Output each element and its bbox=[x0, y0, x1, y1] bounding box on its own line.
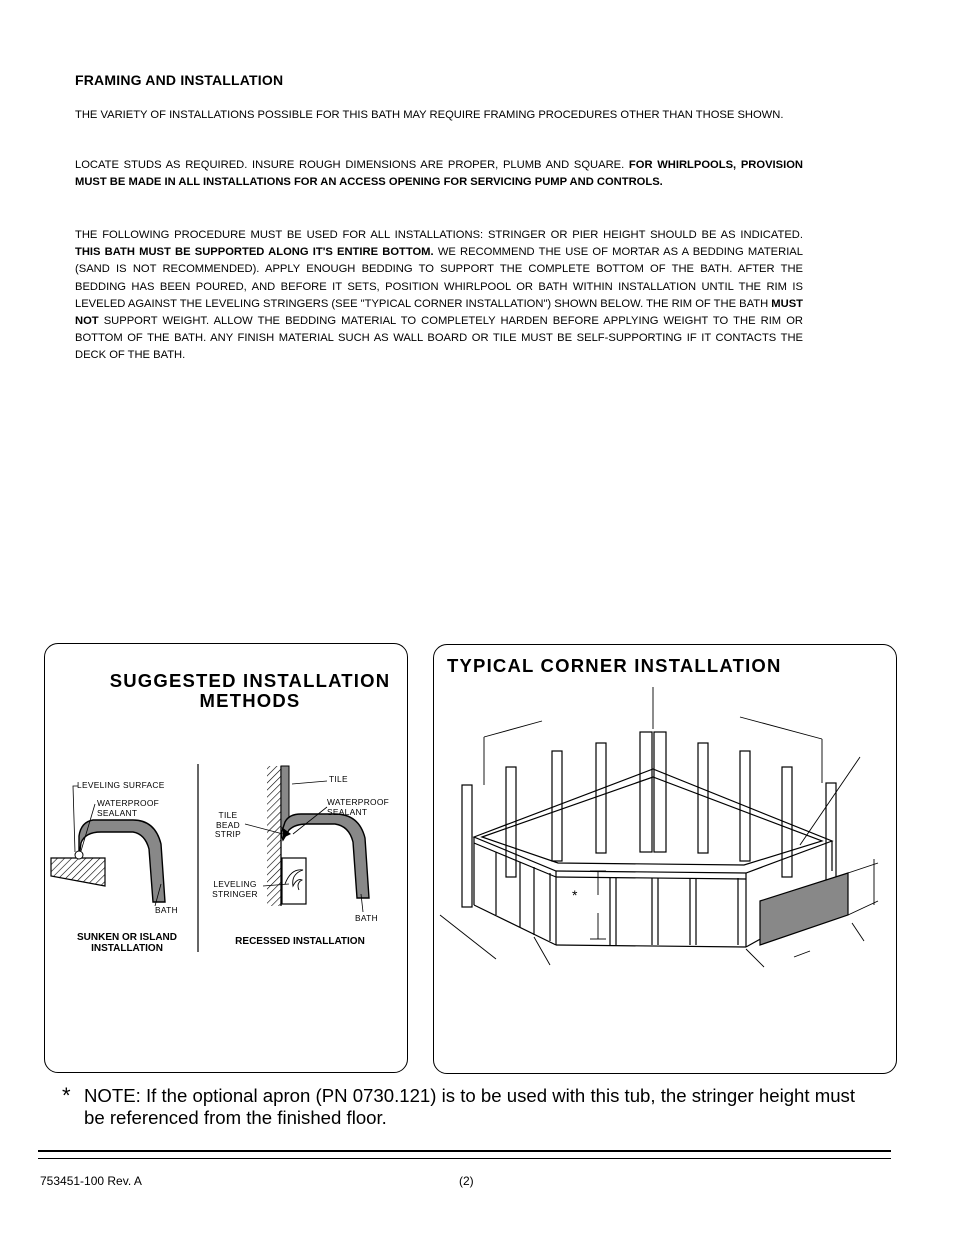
paragraph-emphasis: THIS BATH MUST BE SUPPORTED ALONG IT'S ENTIRE BOTTOM. bbox=[75, 246, 434, 259]
apron-note bbox=[62, 1085, 882, 1129]
label-waterproof-sealant-recessed: WATERPROOF SEALANT bbox=[327, 797, 390, 817]
note-asterisk: * bbox=[62, 1083, 71, 1108]
panel-title: TYPICAL CORNER INSTALLATION bbox=[447, 655, 782, 676]
typical-corner-installation-panel bbox=[433, 644, 897, 1074]
label-bath-recessed: BATH bbox=[355, 913, 378, 923]
leveling-stringer bbox=[282, 858, 306, 904]
stud bbox=[640, 732, 652, 852]
paragraph-locate-studs bbox=[75, 157, 803, 191]
label-tile-bead-strip: TILE BEAD STRIP bbox=[214, 810, 242, 839]
document-number: 753451-100 Rev. A bbox=[40, 1174, 142, 1188]
label-waterproof-sealant: WATERPROOF SEALANT bbox=[97, 798, 160, 818]
apron-panel bbox=[760, 873, 848, 945]
paragraph-emphasis: MUST NOT bbox=[75, 297, 803, 328]
caption-recessed: RECESSED INSTALLATION bbox=[235, 936, 365, 947]
page-number: (2) bbox=[459, 1174, 474, 1188]
label-leveling-surface: LEVELING SURFACE bbox=[77, 780, 165, 790]
paragraph-emphasis: FOR WHIRLPOOLS, PROVISION MUST BE MADE IN ALL INSTALLATIONS FOR AN ACCESS OPENING FOR SERVICING PUMP AND CONTROLS. bbox=[75, 159, 803, 189]
paragraph-text: LOCATE STUDS AS REQUIRED. INSURE ROUGH DIMENSIONS ARE PROPER, PLUMB AND SQUARE. bbox=[75, 159, 629, 171]
caption-sunken-island: SUNKEN OR ISLAND INSTALLATION bbox=[76, 932, 177, 954]
paragraph-framing-variety: THE VARIETY OF INSTALLATIONS POSSIBLE FOR THIS BATH MAY REQUIRE FRAMING PROCEDURES OTHER THAN THOSE SHOWN. bbox=[75, 109, 784, 121]
floor-hatch bbox=[51, 858, 105, 886]
suggested-installation-panel bbox=[44, 643, 408, 1073]
paragraph-text: SUPPORT WEIGHT. ALLOW THE BEDDING MATERIAL TO COMPLETELY HARDEN BEFORE APPLYING WEIGHT TO THE RIM OR BOTTOM OF THE BATH. ANY FINISH MATERIAL SUCH AS WALL BOARD OR TILE MUST BE SELF-SUPPORTING IF IT CONTACTS THE DECK OF THE BATH. bbox=[75, 315, 803, 362]
label-leveling-stringer: LEVELING STRINGER bbox=[212, 879, 258, 899]
sealant-bead bbox=[75, 851, 83, 859]
panel-title: SUGGESTED INSTALLATION METHODS bbox=[109, 670, 391, 711]
paragraph-procedure bbox=[75, 227, 803, 365]
stud bbox=[654, 732, 666, 852]
installation-methods-diagram bbox=[45, 644, 407, 1072]
corner-framing-diagram bbox=[434, 645, 896, 1073]
stud bbox=[462, 785, 472, 907]
stud bbox=[596, 743, 606, 853]
label-bath: BATH bbox=[155, 905, 178, 915]
asterisk-marker: * bbox=[572, 887, 578, 903]
paragraph-text: WE RECOMMEND THE USE OF MORTAR AS A BEDDING MATERIAL (SAND IS NOT RECOMMENDED). APPLY ENOUGH BEDDING TO SUPPORT THE COMPLETE BOTTOM OF THE BATH. AFTER THE BEDDING HAS BEEN POURED, AND BEFORE IT SETS, POSITION WHIRLPOOL OR BATH WITHIN INSTALLATION UNTIL THE RIM IS LEVELED AGAINST THE LEVELING STRINGERS (SEE "TYPICAL CORNER INSTALLATION") SHOWN BELOW. THE RIM OF THE BATH bbox=[75, 246, 803, 310]
note-text: NOTE: If the optional apron (PN 0730.121) is to be used with this tub, the stringer height must be referenced from the finished floor. bbox=[84, 1085, 856, 1128]
footer-rule-thin bbox=[38, 1158, 891, 1159]
paragraph-text: THE FOLLOWING PROCEDURE MUST BE USED FOR ALL INSTALLATIONS: STRINGER OR PIER HEIGHT SHOULD BE AS INDICATED. bbox=[75, 229, 803, 241]
stud bbox=[698, 743, 708, 853]
section-title: FRAMING AND INSTALLATION bbox=[75, 72, 284, 88]
footer-rule-thick bbox=[38, 1150, 891, 1152]
label-tile: TILE bbox=[329, 774, 348, 784]
